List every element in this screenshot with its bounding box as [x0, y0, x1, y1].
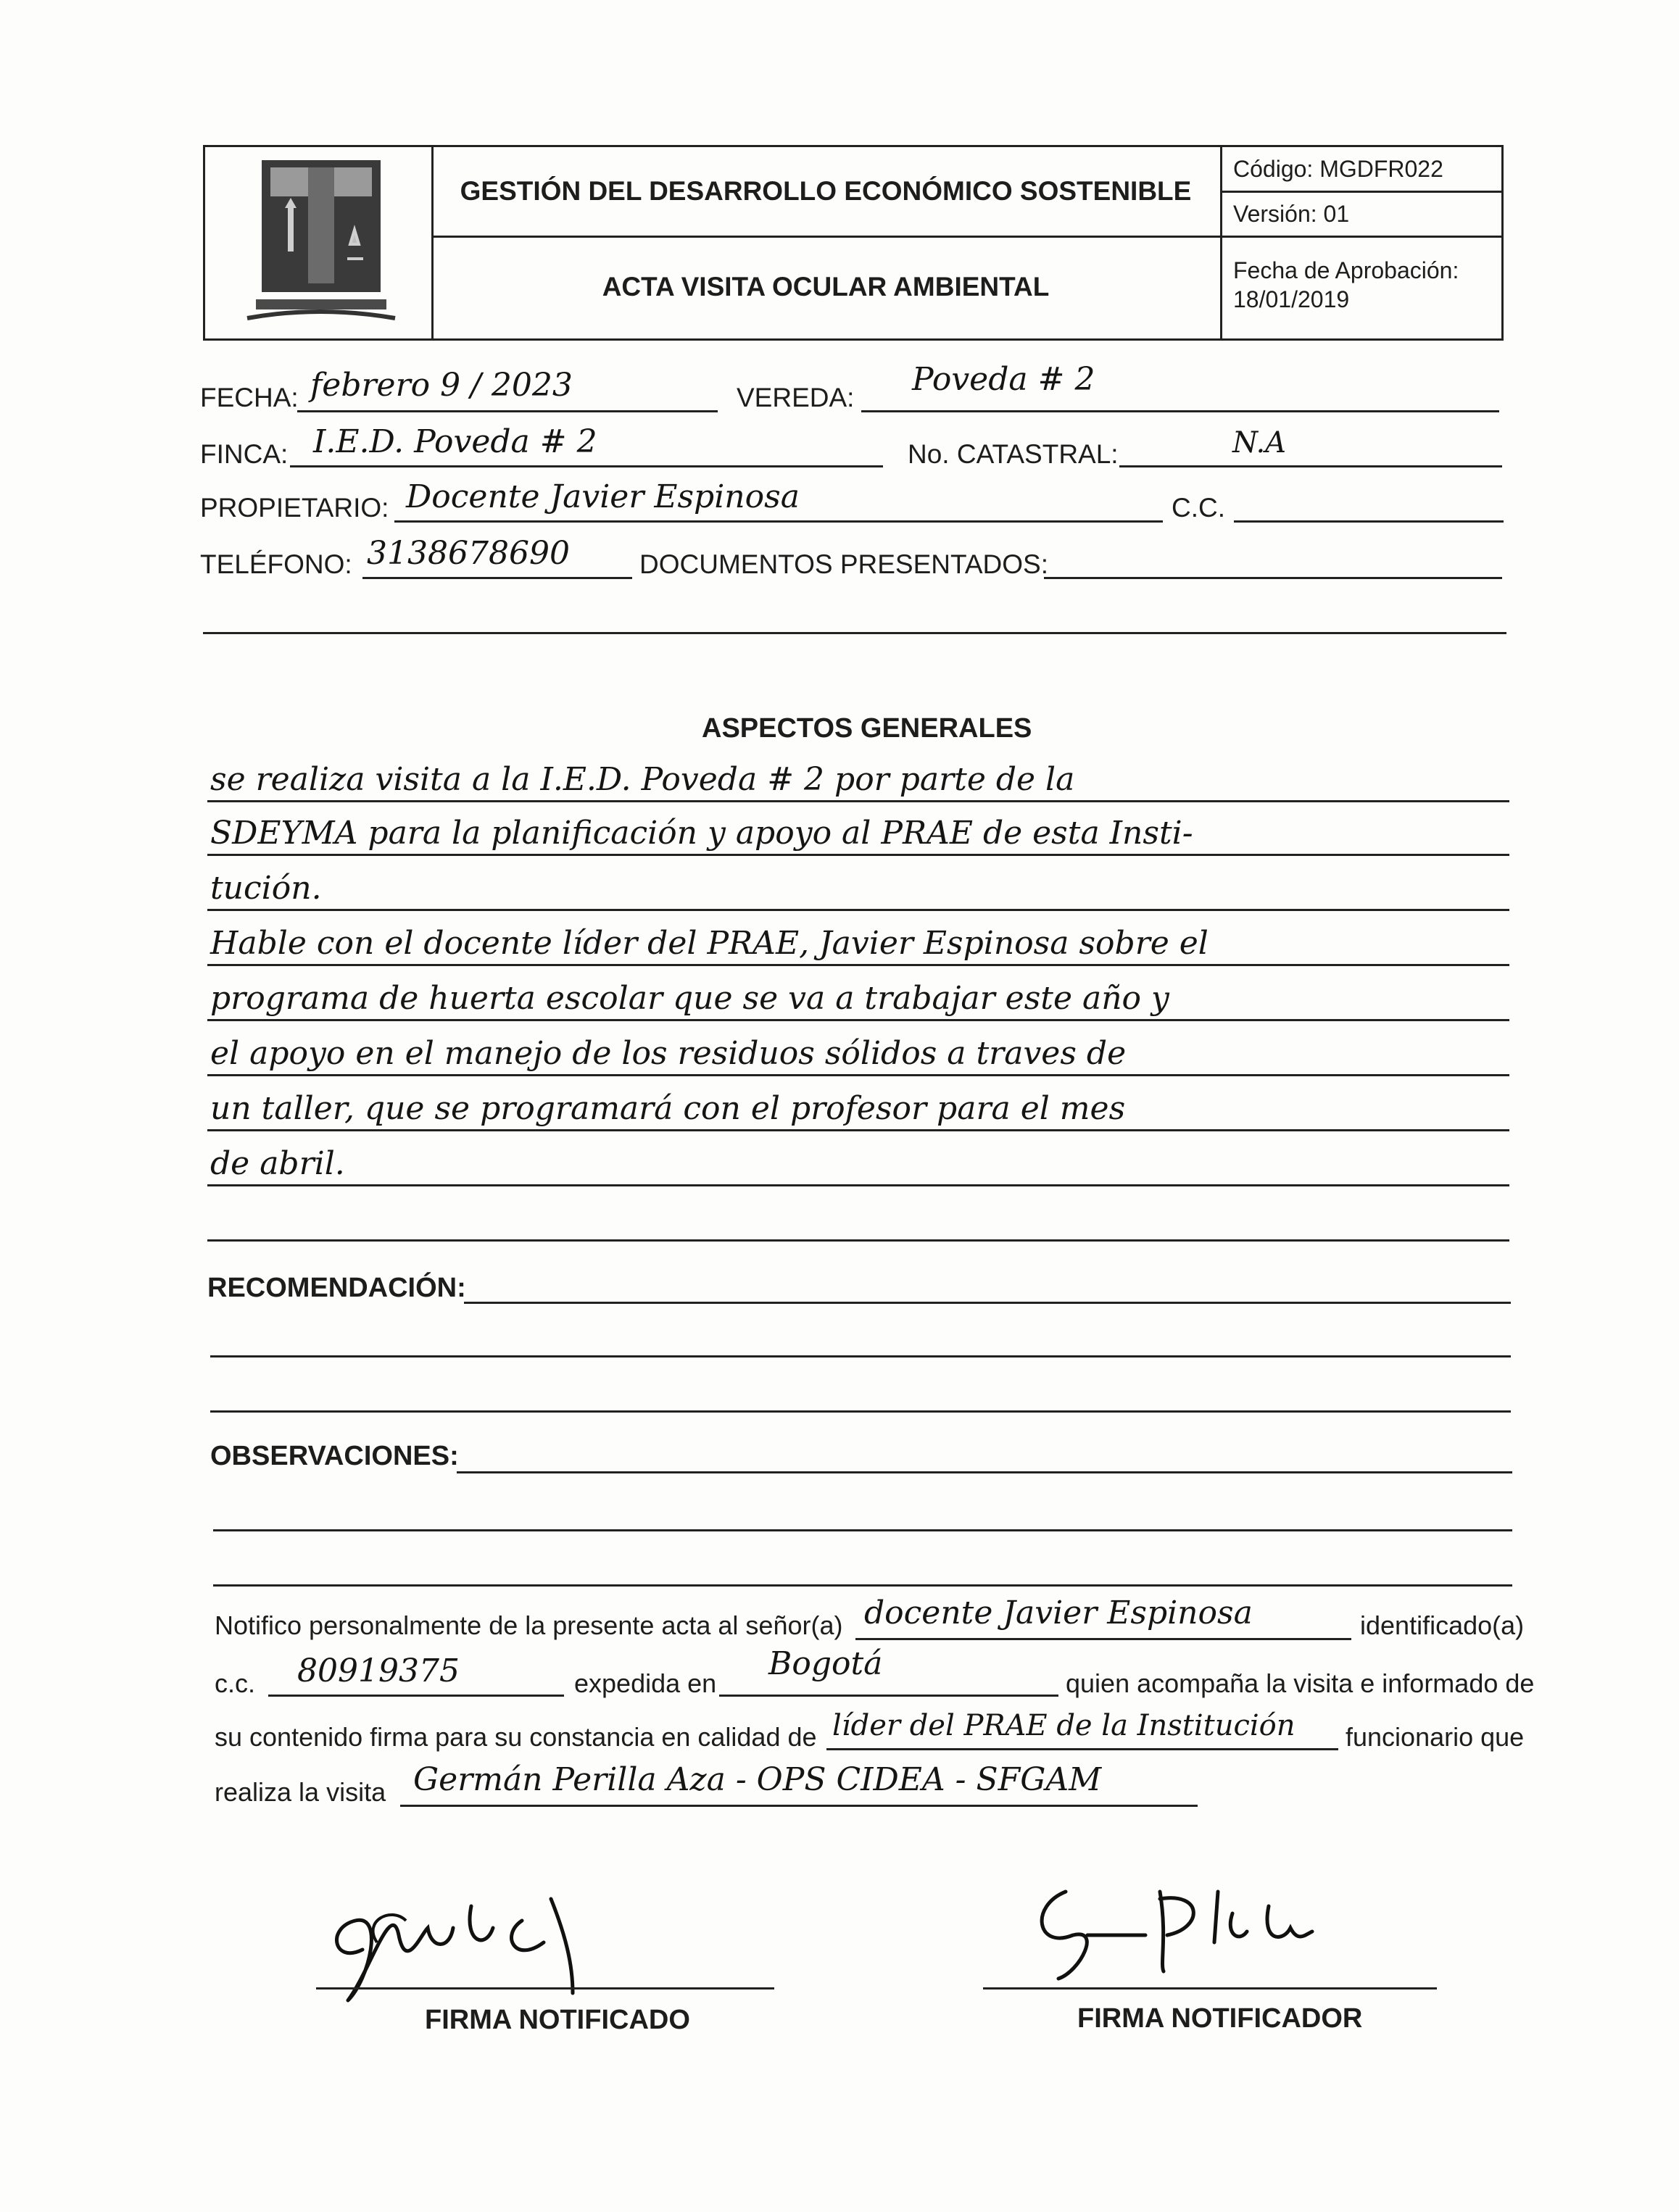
notif-text-6: realiza la visita — [215, 1777, 386, 1807]
aspectos-title: ASPECTOS GENERALES — [702, 713, 1032, 744]
notif-text-4: su contenido firma para su constancia en calidad de — [215, 1722, 817, 1752]
firma-notificado-label: FIRMA NOTIFICADO — [425, 2005, 690, 2035]
notif-text-3: quien acompaña la visita e informado de — [1066, 1668, 1535, 1698]
fecha-label: FECHA: — [200, 383, 299, 412]
approval-label: Fecha de Aprobación: — [1233, 257, 1459, 283]
aspectos-line: de abril. — [210, 1145, 345, 1182]
header-table — [203, 145, 1504, 341]
notif-text-5: funcionario que — [1346, 1722, 1525, 1752]
aspectos-line: se realiza visita a la I.E.D. Poveda # 2 por parte de la — [210, 761, 1075, 798]
form-version: Versión: 01 — [1233, 201, 1350, 227]
notif-nombre: docente Javier Espinosa — [864, 1594, 1253, 1631]
aspectos-line: SDEYMA para la planificación y apoyo al PRAE de esta Insti- — [210, 815, 1193, 852]
aspectos-line: programa de huerta escolar que se va a trabajar este año y — [210, 980, 1169, 1017]
form-code: Código: MGDFR022 — [1233, 156, 1443, 182]
documentos-label: DOCUMENTOS PRESENTADOS: — [639, 549, 1048, 579]
approval-date: 18/01/2019 — [1233, 286, 1350, 312]
org-title: GESTIÓN DEL DESARROLLO ECONÓMICO SOSTENIBLE — [460, 176, 1192, 206]
notif-expedida-value: Bogotá — [768, 1645, 883, 1682]
finca-label: FINCA: — [200, 439, 289, 469]
aspectos-line: tución. — [210, 870, 322, 907]
telefono-value: 3138678690 — [367, 535, 570, 572]
aspectos-line: un taller, que se programará con el profesor para el mes — [210, 1090, 1126, 1127]
cc-label: C.C. — [1172, 493, 1225, 523]
telefono-label: TELÉFONO: — [200, 549, 352, 579]
aspectos-line: el apoyo en el manejo de los residuos sólidos a traves de — [210, 1035, 1127, 1072]
notif-text-1: Notifico personalmente de la presente acta al señor(a) — [215, 1610, 843, 1640]
institution-logo — [241, 157, 401, 328]
catastral-label: No. CATASTRAL: — [908, 439, 1119, 469]
catastral-value: N.A — [1232, 426, 1287, 460]
notif-cc-value: 80919375 — [297, 1652, 460, 1689]
notif-cc-label: c.c. — [215, 1668, 256, 1698]
propietario-value: Docente Javier Espinosa — [406, 478, 800, 515]
notif-calidad-value: líder del PRAE de la Institución — [832, 1709, 1295, 1742]
notif-expedida-label: expedida en — [574, 1668, 717, 1698]
fecha-value: febrero 9 / 2023 — [310, 367, 573, 404]
propietario-label: PROPIETARIO: — [200, 493, 389, 523]
notif-funcionario-value: Germán Perilla Aza - OPS CIDEA - SFGAM — [413, 1761, 1102, 1798]
signature-notificado — [304, 1855, 681, 2022]
form-title: ACTA VISITA OCULAR AMBIENTAL — [602, 272, 1050, 302]
firma-notificador-label: FIRMA NOTIFICADOR — [1077, 2003, 1363, 2034]
recomendacion-label: RECOMENDACIÓN: — [207, 1273, 466, 1303]
aspectos-line: Hable con el docente líder del PRAE, Javier Espinosa sobre el — [210, 925, 1209, 962]
finca-value: I.E.D. Poveda # 2 — [313, 423, 597, 460]
signature-notificador — [1015, 1863, 1392, 1993]
vereda-value: Poveda # 2 — [912, 361, 1095, 398]
notif-text-2: identificado(a) — [1360, 1610, 1525, 1640]
observaciones-label: OBSERVACIONES: — [210, 1441, 459, 1471]
vereda-label: VEREDA: — [737, 383, 855, 412]
